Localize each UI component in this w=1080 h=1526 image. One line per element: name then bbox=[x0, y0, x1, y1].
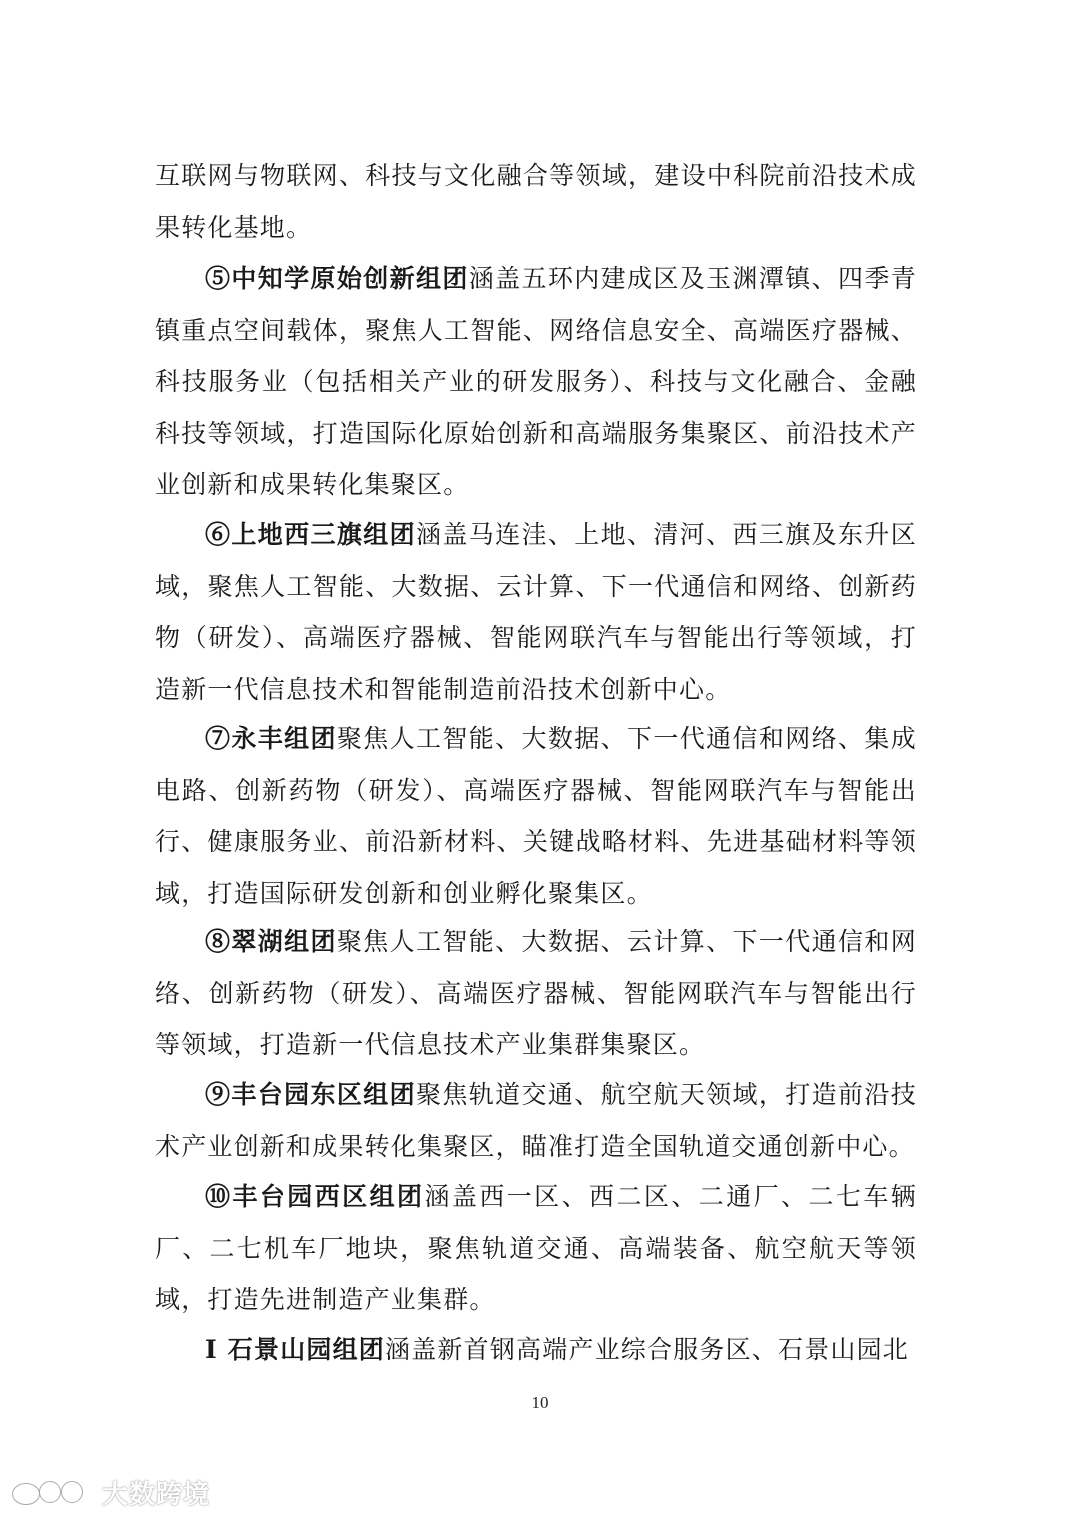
paragraph-3 bbox=[155, 509, 917, 715]
paragraph-lead: ⑥上地西三旗组团 bbox=[205, 520, 417, 549]
watermark-text: 大数跨境 bbox=[102, 1479, 211, 1510]
page-number: 10 bbox=[531, 1393, 549, 1412]
paragraph-lead: ⑨丰台园东区组团 bbox=[205, 1080, 417, 1109]
paragraph-8 bbox=[155, 1324, 917, 1376]
paragraph-7 bbox=[155, 1171, 917, 1326]
paragraph-5 bbox=[155, 916, 917, 1071]
paragraph-4 bbox=[155, 713, 917, 919]
paragraph-body: 涵盖新首钢高端产业综合服务区、石景山园北 bbox=[385, 1335, 910, 1364]
paragraph-lead: ⑤中知学原始创新组团 bbox=[205, 264, 469, 293]
watermark bbox=[10, 1472, 210, 1512]
paragraph-body: 聚焦人工智能、大数据、下一代通信和网络、集成电路、创新药物（研发）、高端医疗器械、智能网联汽车与智能出行、健康服务业、前沿新材料、关键战略材料、先进基础材料等领域，打造国际研发创新和创业孵化聚集区。 bbox=[155, 724, 917, 908]
paragraph-body: 互联网与物联网、科技与文化融合等领域，建设中科院前沿技术成果转化基地。 bbox=[155, 161, 917, 242]
paragraph-lead: ⑦永丰组团 bbox=[205, 724, 337, 753]
weibo-style-logo-icon bbox=[10, 1474, 96, 1510]
paragraph-lead: ⑩丰台园西区组团 bbox=[205, 1182, 425, 1211]
paragraph-lead: Ⅰ 石景山园组团 bbox=[205, 1335, 385, 1364]
paragraph-lead: ⑧翠湖组团 bbox=[205, 927, 337, 956]
paragraph-6 bbox=[155, 1069, 917, 1172]
paragraph-body: 涵盖西一区、西二区、二通厂、二七车辆厂、二七机车厂地块，聚焦轨道交通、高端装备、航空航天等领域，打造先进制造产业集群。 bbox=[155, 1182, 917, 1314]
paragraph-1 bbox=[155, 150, 917, 253]
paragraph-body: 涵盖马连洼、上地、清河、西三旗及东升区域，聚焦人工智能、大数据、云计算、下一代通信和网络、创新药物（研发）、高端医疗器械、智能网联汽车与智能出行等领域，打造新一代信息技术和智能制造前沿技术创新中心。 bbox=[155, 520, 917, 704]
paragraph-body: 聚焦轨道交通、航空航天领域，打造前沿技术产业创新和成果转化集聚区，瞄准打造全国轨道交通创新中心。 bbox=[155, 1080, 917, 1161]
paragraph-body: 涵盖五环内建成区及玉渊潭镇、四季青镇重点空间载体，聚焦人工智能、网络信息安全、高端医疗器械、科技服务业（包括相关产业的研发服务）、科技与文化融合、金融科技等领域，打造国际化原始创新和高端服务集聚区、前沿技术产业创新和成果转化集聚区。 bbox=[155, 264, 917, 499]
paragraph-body: 聚焦人工智能、大数据、云计算、下一代通信和网络、创新药物（研发）、高端医疗器械、智能网联汽车与智能出行等领域，打造新一代信息技术产业集群集聚区。 bbox=[155, 927, 917, 1059]
paragraph-2 bbox=[155, 253, 917, 511]
